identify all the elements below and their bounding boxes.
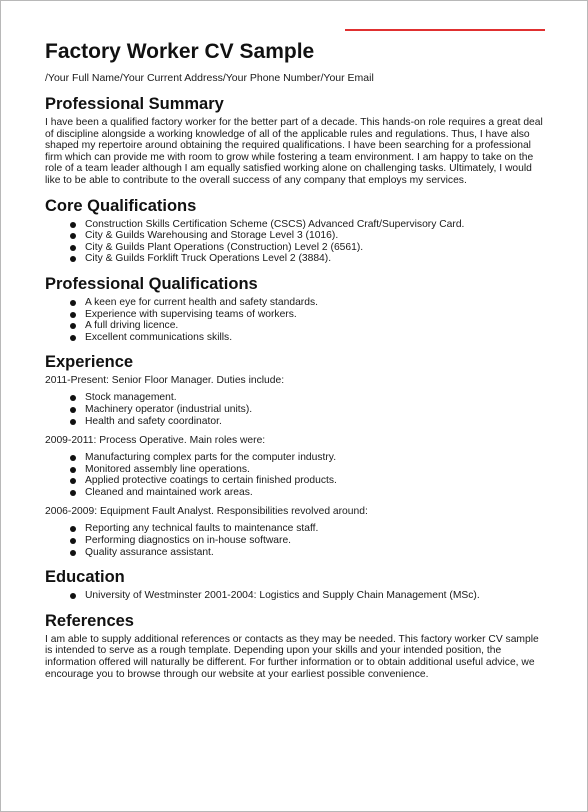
cv-content	[45, 39, 545, 680]
list-item: Reporting any technical faults to maintenance staff.	[85, 523, 545, 535]
role-title: 2006-2009: Equipment Fault Analyst. Responsibilities revolved around:	[45, 506, 368, 518]
summary-text: I have been a qualified factory worker for the better part of a decade. This hands-on role requires a great deal of discipline alongside a working knowledge of all of the applicable rules and regulations. Thus, I have also shaped my repertoire around obtaining the required qualifications. I have been searching for a professional firm which can provide me with room to grow while fostering a team environment. I am happy to take on the role of a team leader although I am equally satisfied working alone on challenging tasks. Ultimately, I would like to be able to contribute to the overall success of any company that employs my services.	[45, 117, 543, 186]
role-duties-list	[45, 392, 545, 427]
education-heading: Education	[45, 568, 125, 587]
list-item: Performing diagnostics on in-house software.	[85, 535, 545, 547]
list-item: University of Westminster 2001-2004: Logistics and Supply Chain Management (MSc).	[85, 590, 545, 602]
list-item: Stock management.	[85, 392, 545, 404]
role-title: 2009-2011: Process Operative. Main roles were:	[45, 435, 266, 447]
list-item: City & Guilds Warehousing and Storage Level 3 (1016).	[85, 230, 545, 242]
list-item: Construction Skills Certification Scheme (CSCS) Advanced Craft/Supervisory Card.	[85, 219, 545, 231]
list-item: City & Guilds Forklift Truck Operations Level 2 (3884).	[85, 253, 545, 265]
contact-line: /Your Full Name/Your Current Address/Your Phone Number/Your Email	[45, 72, 374, 84]
list-item: Machinery operator (industrial units).	[85, 404, 545, 416]
list-item: Experience with supervising teams of workers.	[85, 309, 545, 321]
list-item: A full driving licence.	[85, 320, 545, 332]
core-qualifications-list	[45, 219, 545, 265]
list-item: City & Guilds Plant Operations (Construction) Level 2 (6561).	[85, 242, 545, 254]
experience-heading: Experience	[45, 353, 134, 372]
education-list	[45, 590, 545, 602]
accent-line	[345, 29, 545, 31]
professional-qualifications-heading: Professional Qualifications	[45, 274, 258, 293]
list-item: Quality assurance assistant.	[85, 547, 545, 559]
summary-heading: Professional Summary	[45, 95, 224, 113]
references-text: I am able to supply additional references or contacts as they may be needed. This factory worker CV sample is intended to serve as a rough template. Depending upon your skills and your intended position, the information offered will naturally be different. For further information or to obtain additional useful advice, we encourage you to browse through our website at your earliest possible convenience.	[45, 633, 539, 680]
professional-qualifications-list	[45, 297, 545, 343]
list-item: Cleaned and maintained work areas.	[85, 487, 545, 499]
list-item: Excellent communications skills.	[85, 332, 545, 344]
core-qualifications-heading: Core Qualifications	[45, 196, 197, 215]
list-item: A keen eye for current health and safety standards.	[85, 297, 545, 309]
list-item: Manufacturing complex parts for the computer industry.	[85, 452, 545, 464]
list-item: Monitored assembly line operations.	[85, 464, 545, 476]
references-heading: References	[45, 611, 134, 630]
role-title: 2011-Present: Senior Floor Manager. Duties include:	[45, 375, 285, 387]
list-item: Health and safety coordinator.	[85, 416, 545, 428]
role-duties-list	[45, 523, 545, 558]
cv-title: Factory Worker CV Sample	[45, 40, 315, 63]
list-item: Applied protective coatings to certain finished products.	[85, 475, 545, 487]
role-duties-list	[45, 452, 545, 498]
